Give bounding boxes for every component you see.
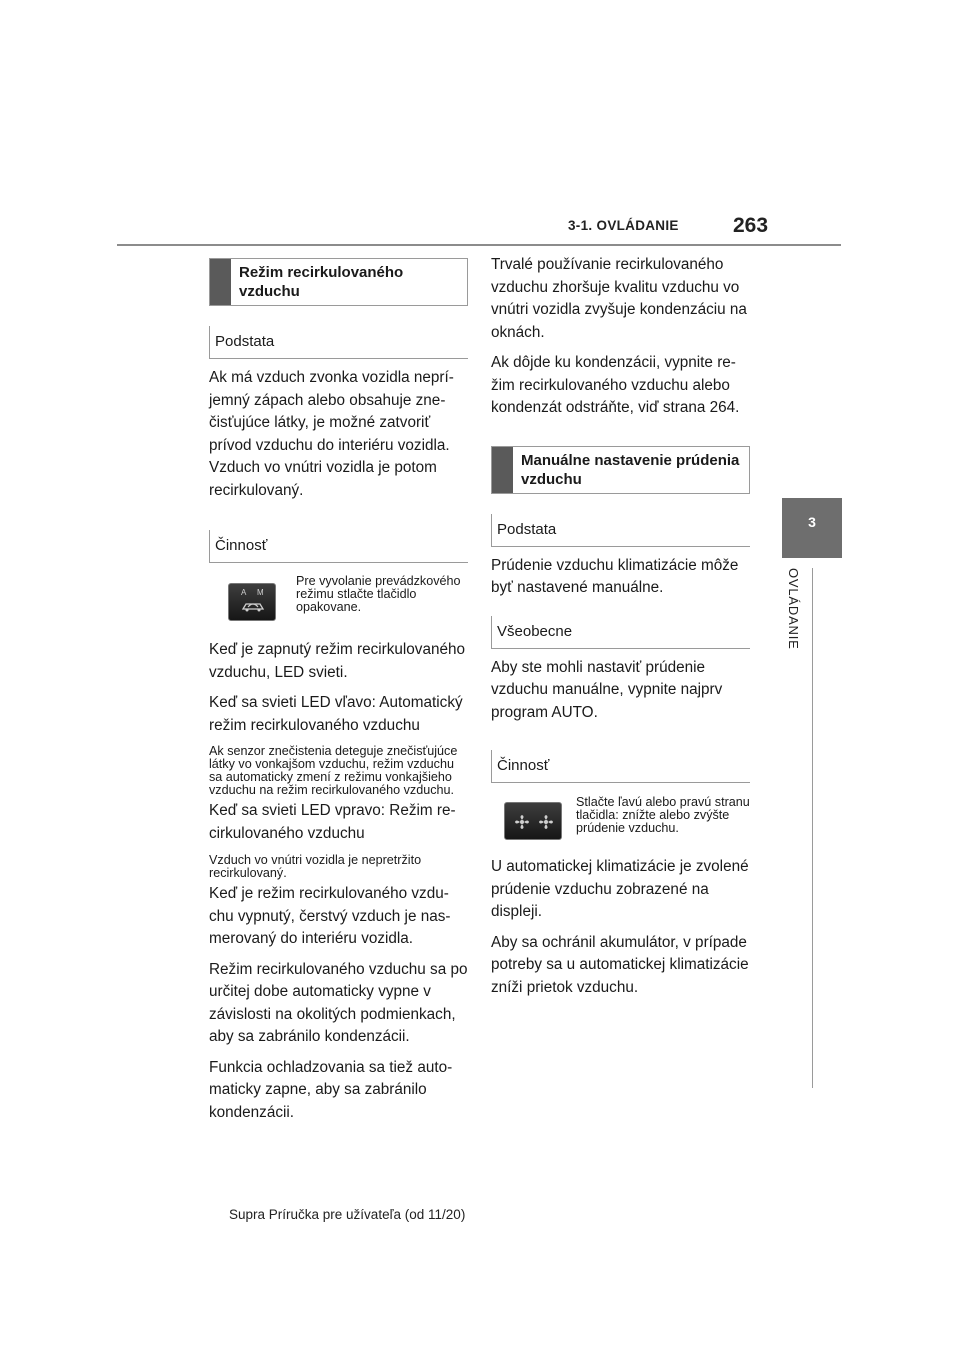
subheading-cinnost: Činnosť <box>491 750 750 783</box>
chapter-number: 3 <box>808 514 816 530</box>
fan-speed-action <box>491 796 750 840</box>
recirculation-action <box>209 571 468 621</box>
subheading-vseobecne: Všeobecne <box>491 616 750 649</box>
button-caption: Stlačte ľavú alebo pravú stranu tlačidla: znížte alebo zvýšte prúdenie vzduchu. <box>576 795 750 835</box>
fan-speed-button-icon <box>504 802 562 840</box>
battery-protection-paragraph: Aby sa ochránil akumulátor, v prípade potreby sa u automatickej klimatizácie zníži prietok vzduchu. <box>491 933 749 996</box>
led-left-note: Ak senzor znečistenia deteguje znečisťujúce látky vo vonkajšom vzduchu, režim vzduchu sa automaticky zmení z režimu vonkajšieho vzduchu na režim recirkulovaného vzduchu. <box>209 744 458 797</box>
chapter-name: OVLÁDANIE <box>786 568 801 650</box>
auto-ac-display-paragraph: U automatickej klimatizácie je zvolené prúdenie vzduchu zobrazené na displeji. <box>491 858 749 920</box>
button-glyph-m: M <box>257 588 264 597</box>
section-title: Režim recirkulovaného vzduchu <box>239 264 404 300</box>
led-left-paragraph: Keď sa svieti LED vľavo: Automatický režim recirkulovaného vzduchu <box>209 694 463 734</box>
auto-off-paragraph: Režim recirkulovaného vzduchu sa po určitej dobe automaticky vypne v závislosti na okolitých podmienkach, aby sa zabránilo kondenzácii. <box>209 960 468 1045</box>
section-heading-manual-airflow <box>491 446 750 494</box>
chapter-divider <box>812 568 813 1088</box>
button-caption: Pre vyvolanie prevádzkového režimu stlačte tlačidlo opakovane. <box>296 574 461 614</box>
subheading-podstata: Podstata <box>491 514 750 547</box>
recirculation-button-icon <box>228 583 276 621</box>
intro-paragraph: Ak má vzduch zvonka vozidla nepríjemný zápach alebo obsahuje znečisťujúce látky, je možné zatvoriť prívod vzduchu do interiéru vozidla. Vzduch vo vnútri vozidla je potom recirkulovaný. <box>209 369 454 499</box>
section-heading-bar <box>492 447 513 493</box>
podstata-paragraph: Prúdenie vzduchu klimatizácie môže byť nastavené manuálne. <box>491 556 739 596</box>
subheading-cinnost: Činnosť <box>209 530 468 563</box>
section-heading-recirculation <box>209 258 468 306</box>
section-title: Manuálne nastavenie prúdenia vzduchu <box>521 451 740 488</box>
condensation-paragraph: Ak dôjde ku kondenzácii, vypnite režim recirkulovaného vzduchu alebo kondenzát odstráňte, viď strana 264. <box>491 354 740 416</box>
continuous-use-paragraph: Trvalé používanie recirkulovaného vzduchu zhoršuje kvalitu vzduchu vo vnútri vozidla zvyšuje kondenzáciu na oknách. <box>491 256 747 341</box>
recirculation-off-paragraph: Keď je režim recirkulovaného vzduchu vypnutý, čerstvý vzduch je nasmerovaný do interiéru vozidla. <box>209 885 451 947</box>
running-header-section: 3-1. OVLÁDANIE <box>568 218 679 233</box>
chapter-tab <box>782 498 842 558</box>
led-on-paragraph: Keď je zapnutý režim recirkulovaného vzduchu, LED svieti. <box>209 641 465 681</box>
left-column <box>209 258 468 1124</box>
fan-icon <box>511 814 557 830</box>
page-number: 263 <box>733 214 769 237</box>
vseobecne-paragraph: Aby ste mohli nastaviť prúdenie vzduchu manuálne, vypnite najprv program AUTO. <box>491 658 723 721</box>
cooling-paragraph: Funkcia ochladzovania sa tiež automaticky zapne, aby sa zabránilo kondenzácii. <box>209 1058 453 1121</box>
car-recirculation-icon <box>240 599 266 613</box>
section-heading-bar <box>210 259 231 305</box>
right-column <box>491 254 750 999</box>
subheading-podstata: Podstata <box>209 326 468 359</box>
led-right-note: Vzduch vo vnútri vozidla je nepretržito recirkulovaný. <box>209 853 422 880</box>
header-rule <box>117 244 841 246</box>
button-glyph-a: A <box>241 588 247 597</box>
footer: Supra Príručka pre užívateľa (od 11/20) <box>229 1207 466 1222</box>
led-right-paragraph: Keď sa svieti LED vpravo: Režim recirkulovaného vzduchu <box>209 802 456 842</box>
